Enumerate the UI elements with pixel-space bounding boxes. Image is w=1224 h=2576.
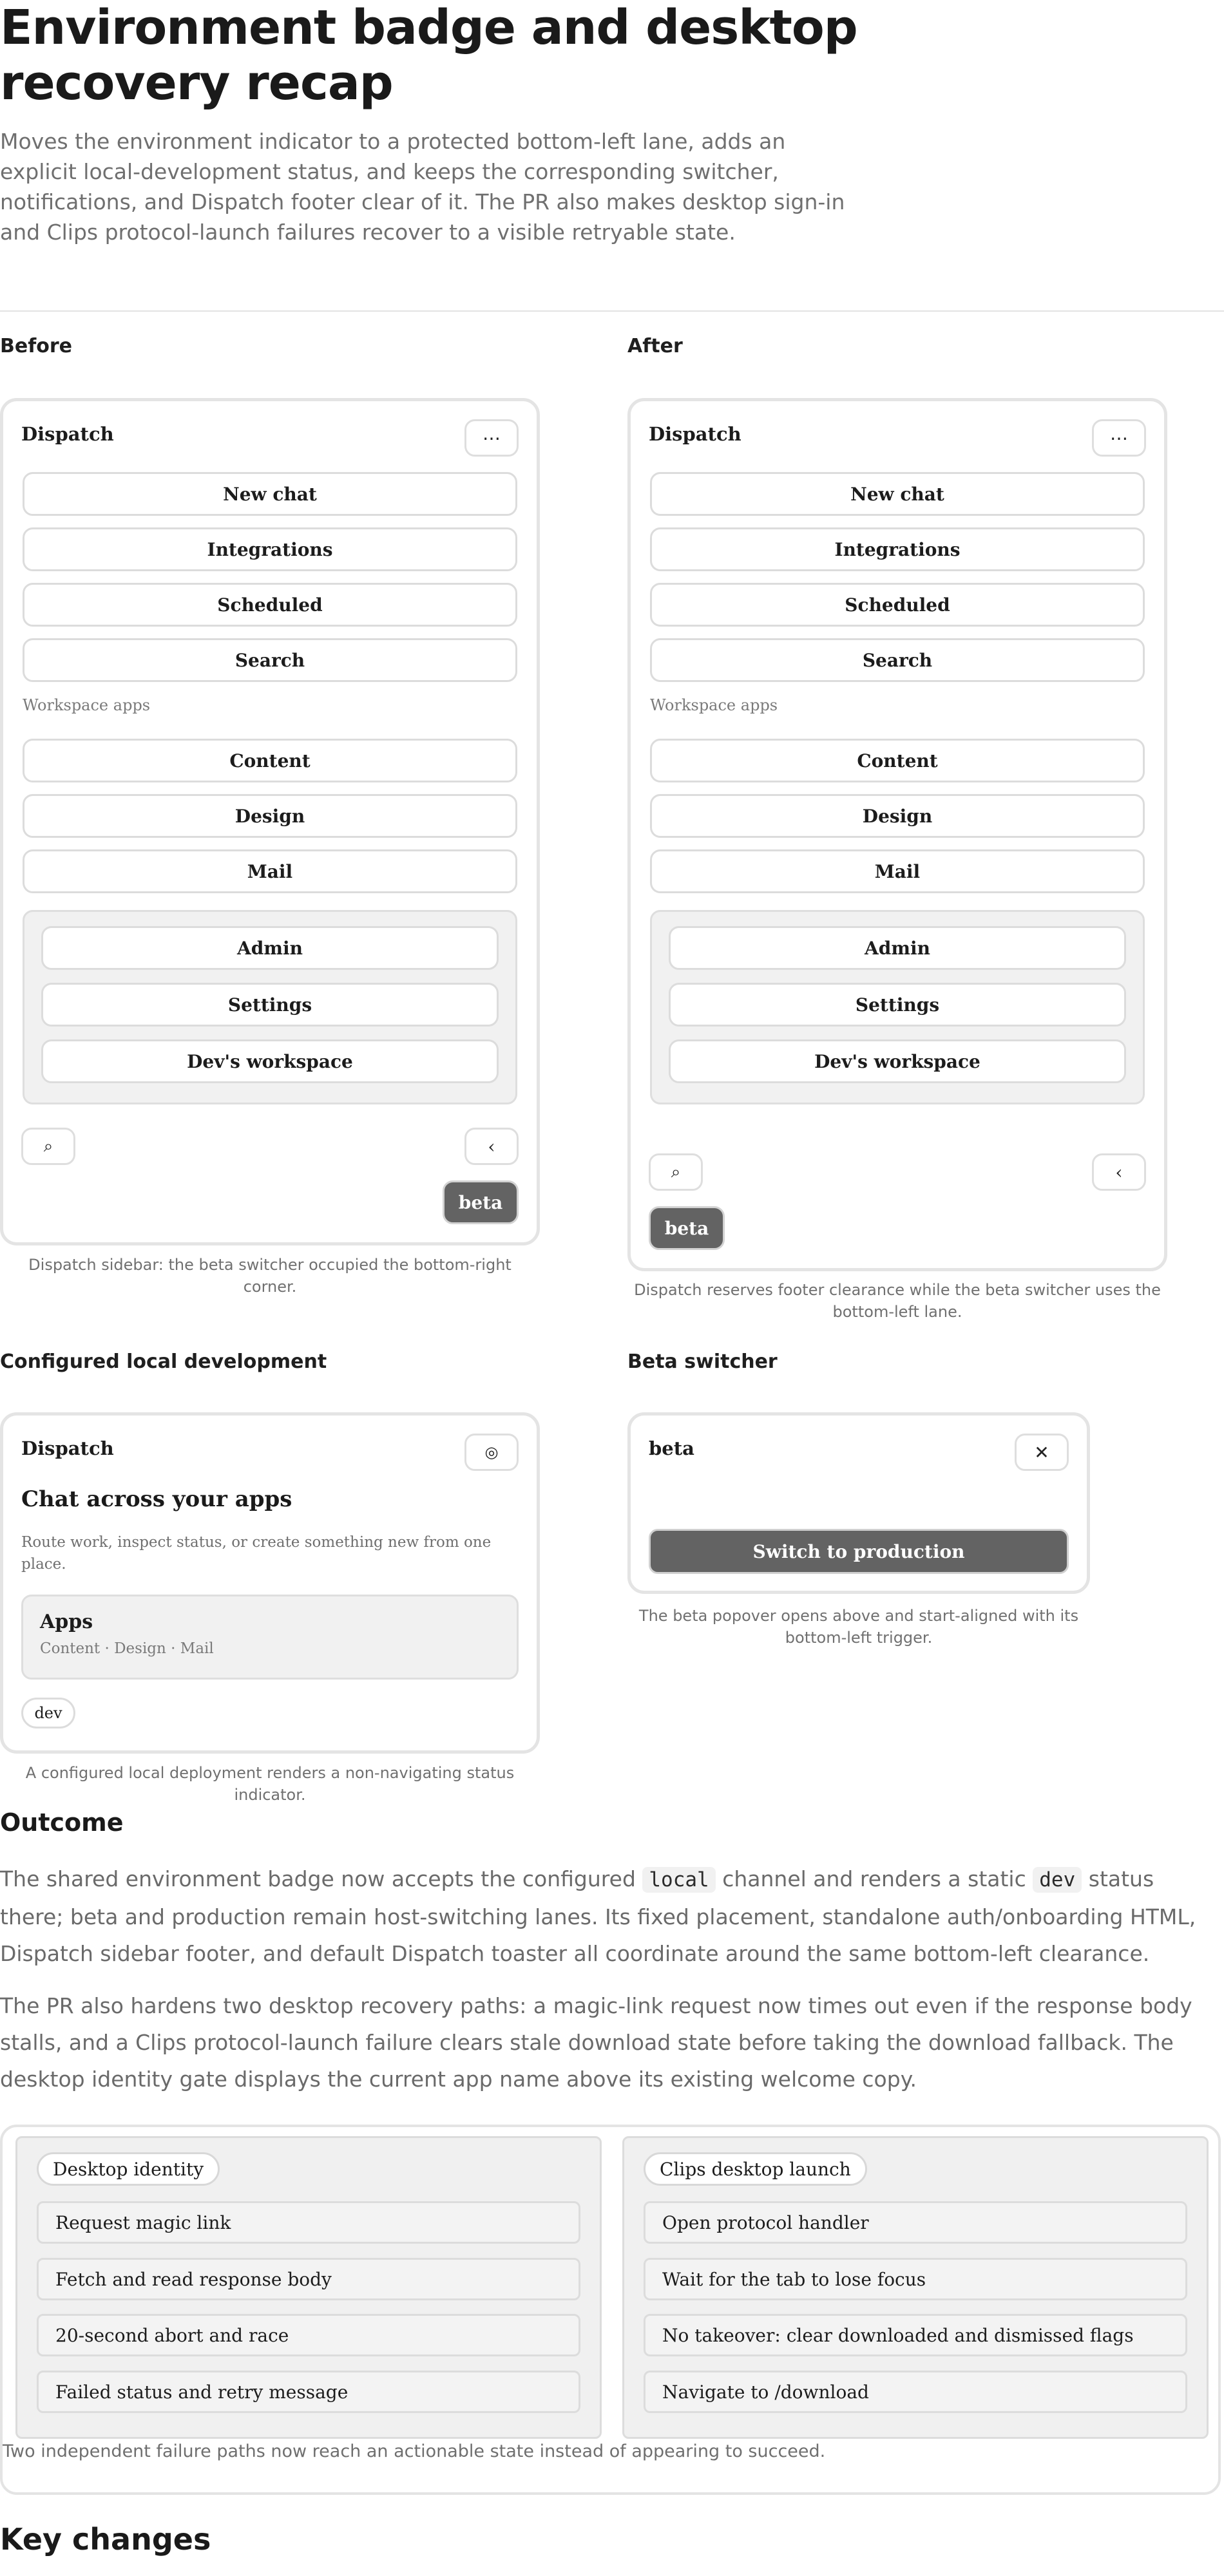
nav-admin[interactable]: Admin xyxy=(41,926,499,970)
target-icon[interactable]: ◎ xyxy=(464,1434,519,1471)
chevron-left-icon[interactable]: ‹ xyxy=(1092,1153,1146,1191)
clips-desktop-launch-tag: Clips desktop launch xyxy=(644,2152,867,2186)
divider xyxy=(0,310,1224,312)
beta-switcher-button[interactable]: beta xyxy=(649,1206,725,1250)
clips-desktop-launch-panel xyxy=(622,2136,1209,2439)
before-caption: Dispatch sidebar: the beta switcher occupied the bottom-right corner. xyxy=(28,1256,512,1296)
chat-subtext: Route work, inspect status, or create something new from one place. xyxy=(21,1534,492,1573)
workspace-apps-label: Workspace apps xyxy=(650,696,778,714)
nav-devs-workspace[interactable]: Dev's workspace xyxy=(41,1039,499,1083)
nav-integrations[interactable]: Integrations xyxy=(650,527,1145,571)
outcome-text-c: status there; beta and production remain host-switching lanes. Its fixed placement, standalone auth/onboarding HTML, Dispatch sidebar footer, and default Dispatch toaster all coordinate around the same bottom-left clearance. xyxy=(0,1866,1196,1966)
dev-status-badge: dev xyxy=(21,1698,75,1728)
nav-integrations[interactable]: Integrations xyxy=(23,527,517,571)
search-icon[interactable]: ⌕ xyxy=(649,1153,703,1191)
beta-popover-mockup xyxy=(627,1412,1090,1594)
nav-new-chat[interactable]: New chat xyxy=(23,472,517,516)
outcome-paragraph-1 xyxy=(0,1861,1224,1972)
app-design[interactable]: Design xyxy=(650,794,1145,838)
flow-step: Request magic link xyxy=(37,2201,580,2244)
beta-switcher-button[interactable]: beta xyxy=(443,1180,519,1224)
apps-card[interactable] xyxy=(21,1595,519,1680)
chevron-left-icon[interactable]: ‹ xyxy=(464,1128,519,1165)
after-heading: After xyxy=(627,335,683,357)
app-mail[interactable]: Mail xyxy=(650,849,1145,893)
app-mail[interactable]: Mail xyxy=(23,849,517,893)
sidebar-title: Dispatch xyxy=(21,423,114,445)
flow-step: Fetch and read response body xyxy=(37,2258,580,2300)
before-heading: Before xyxy=(0,335,73,357)
admin-group xyxy=(23,910,517,1104)
app-design[interactable]: Design xyxy=(23,794,517,838)
nav-search[interactable]: Search xyxy=(23,638,517,682)
more-horizontal-icon[interactable]: ⋯ xyxy=(464,419,519,457)
local-dev-caption: A configured local deployment renders a non-navigating status indicator. xyxy=(25,1764,515,1804)
sidebar-title: Dispatch xyxy=(21,1437,114,1459)
apps-card-list: Content · Design · Mail xyxy=(40,1640,214,1657)
flow-step: 20-second abort and race xyxy=(37,2314,580,2356)
local-dev-mockup xyxy=(0,1412,540,1754)
admin-group xyxy=(650,910,1145,1104)
recovery-flows-diagram xyxy=(0,2125,1221,2495)
desktop-identity-tag: Desktop identity xyxy=(37,2152,220,2186)
beta-popover-label: beta xyxy=(649,1437,694,1459)
flow-step: Wait for the tab to lose focus xyxy=(644,2258,1187,2300)
page-title: Environment badge and desktop recovery recap xyxy=(0,0,857,111)
nav-devs-workspace[interactable]: Dev's workspace xyxy=(669,1039,1126,1083)
nav-settings[interactable]: Settings xyxy=(669,983,1126,1027)
desktop-identity-panel xyxy=(15,2136,602,2439)
beta-switcher-caption: The beta popover opens above and start-aligned with its bottom-left trigger. xyxy=(638,1607,1079,1647)
nav-scheduled[interactable]: Scheduled xyxy=(23,583,517,627)
nav-search[interactable]: Search xyxy=(650,638,1145,682)
app-content[interactable]: Content xyxy=(23,739,517,782)
close-icon[interactable]: ✕ xyxy=(1015,1434,1069,1471)
outcome-heading: Outcome xyxy=(0,1808,124,1837)
flow-step: Navigate to /download xyxy=(644,2371,1187,2413)
after-caption: Dispatch reserves footer clearance while the beta switcher uses the bottom-left lane. xyxy=(634,1281,1161,1321)
workspace-apps-label: Workspace apps xyxy=(23,696,151,714)
nav-new-chat[interactable]: New chat xyxy=(650,472,1145,516)
flows-caption: Two independent failure paths now reach an actionable state instead of appearing to succeed. xyxy=(3,2441,826,2461)
flow-step: Failed status and retry message xyxy=(37,2371,580,2413)
switch-to-production-button[interactable]: Switch to production xyxy=(649,1529,1069,1574)
search-icon[interactable]: ⌕ xyxy=(21,1128,75,1165)
chat-heading: Chat across your apps xyxy=(21,1486,292,1512)
beta-switcher-heading: Beta switcher xyxy=(627,1350,778,1373)
intro-paragraph: Moves the environment indicator to a protected bottom-left lane, adds an explicit local-development status, and keeps the corresponding switcher, notifications, and Dispatch footer clear of it. The PR also makes desktop sign-in and Clips protocol-launch failures recover to a visible retryable state. xyxy=(0,129,845,245)
flow-step: No takeover: clear downloaded and dismissed flags xyxy=(644,2314,1187,2356)
sidebar-title: Dispatch xyxy=(649,423,741,445)
nav-settings[interactable]: Settings xyxy=(41,983,499,1027)
flow-step: Open protocol handler xyxy=(644,2201,1187,2244)
app-content[interactable]: Content xyxy=(650,739,1145,782)
nav-scheduled[interactable]: Scheduled xyxy=(650,583,1145,627)
before-sidebar-mockup xyxy=(0,398,540,1245)
code-dev: dev xyxy=(1033,1867,1082,1893)
nav-admin[interactable]: Admin xyxy=(669,926,1126,970)
local-dev-heading: Configured local development xyxy=(0,1350,327,1373)
code-local: local xyxy=(642,1867,715,1893)
outcome-text-b: channel and renders a static xyxy=(722,1866,1026,1891)
after-sidebar-mockup xyxy=(627,398,1167,1271)
apps-card-title: Apps xyxy=(40,1611,93,1633)
key-changes-heading: Key changes xyxy=(0,2522,211,2557)
outcome-text-a: The shared environment badge now accepts the configured xyxy=(0,1866,636,1891)
more-horizontal-icon[interactable]: ⋯ xyxy=(1092,419,1146,457)
outcome-paragraph-2: The PR also hardens two desktop recovery paths: a magic-link request now times out even if the response body stalls, and a Clips protocol-launch failure clears stale download state before taking the download fallback. The desktop identity gate displays the current app name above its existing welcome copy. xyxy=(0,1993,1192,2092)
